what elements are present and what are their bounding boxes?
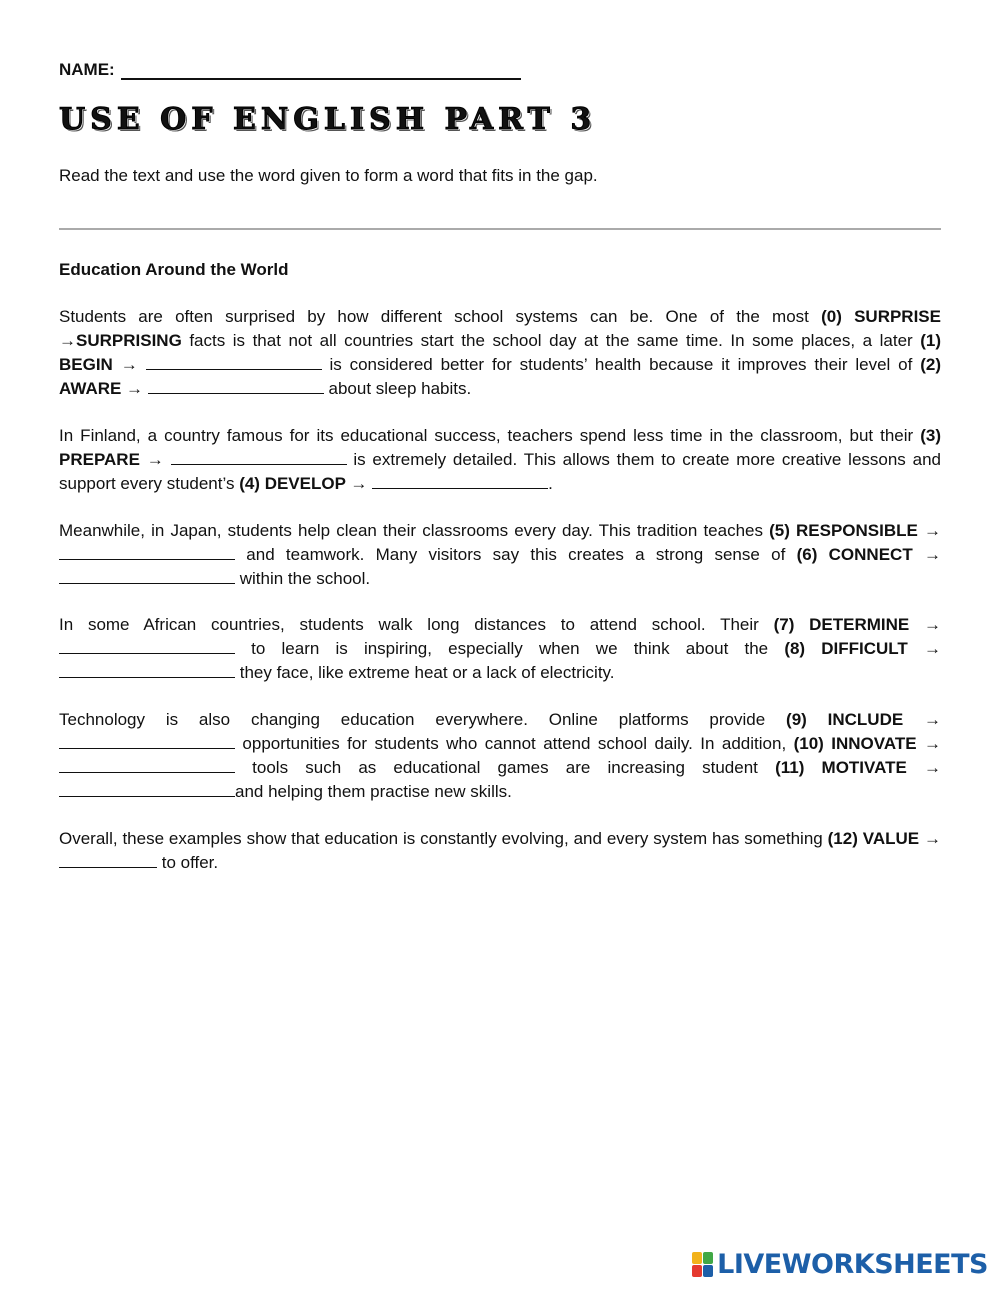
text: is considered better for students’ health because it improves their level of	[321, 355, 921, 374]
text: .	[548, 474, 553, 493]
name-row	[59, 60, 521, 80]
text: about sleep habits.	[323, 379, 472, 398]
logo-square-3	[692, 1265, 702, 1277]
keyword-4: (4) DEVELOP →	[239, 474, 368, 493]
logo-mark-icon	[692, 1252, 713, 1277]
gap-7[interactable]	[59, 639, 235, 654]
gap-6[interactable]	[59, 569, 235, 584]
gap-9[interactable]	[59, 734, 235, 749]
text: Students are often surprised by how different school systems can be. One of the most	[59, 307, 822, 326]
gap-10[interactable]	[59, 758, 235, 773]
keyword-8: (8) DIFFICULT →	[784, 639, 941, 658]
name-input-line[interactable]	[121, 60, 521, 80]
text: to offer.	[157, 853, 219, 872]
divider	[59, 228, 941, 230]
text: within the school.	[235, 569, 371, 588]
keyword-1: (1) BEGIN →	[59, 331, 941, 374]
text: they face, like extreme heat or a lack of electricity.	[235, 663, 615, 682]
text: and teamwork. Many visitors say this creates a strong sense of	[235, 545, 797, 564]
text: In some African countries, students walk long distances to attend school. Their	[59, 615, 774, 634]
keyword-0: (0) SURPRISE →SURPRISING	[59, 307, 941, 350]
logo-square-2	[703, 1252, 713, 1264]
paragraph-1	[59, 305, 941, 401]
paragraph-6	[59, 827, 941, 875]
text: Technology is also changing education everywhere. Online platforms provide	[59, 710, 787, 729]
paragraph-3	[59, 519, 941, 591]
text: opportunities for students who cannot attend school daily. In addition,	[235, 734, 794, 753]
logo-square-1	[692, 1252, 702, 1264]
gap-4[interactable]	[372, 474, 548, 489]
paragraph-5	[59, 708, 941, 804]
gap-12[interactable]	[59, 853, 157, 868]
text: and helping them practise new skills.	[235, 782, 512, 801]
story-title: Education Around the World	[59, 260, 289, 279]
keyword-2: (2) AWARE →	[59, 355, 941, 398]
gap-5[interactable]	[59, 545, 235, 560]
instructions: Read the text and use the word given to form a word that fits in the gap.	[59, 166, 598, 185]
paragraph-4	[59, 613, 941, 685]
name-label: NAME:	[59, 60, 115, 79]
text: is extremely detailed. This allows them to create more creative lessons and support every student’s	[59, 450, 941, 493]
keyword-11: (11) MOTIVATE →	[775, 758, 942, 777]
gap-11[interactable]	[59, 782, 235, 797]
text: Meanwhile, in Japan, students help clean their classrooms every day. This tradition teaches	[59, 521, 770, 540]
page-title: USE OF ENGLISH PART 3	[59, 102, 597, 137]
liveworksheets-logo	[692, 1249, 988, 1280]
text: In Finland, a country famous for its educational success, teachers spend less time in the classroom, but their	[59, 426, 921, 445]
keyword-3: (3) PREPARE →	[59, 426, 941, 469]
gap-3[interactable]	[171, 450, 347, 465]
gap-1[interactable]	[146, 355, 322, 370]
text: Overall, these examples show that education is constantly evolving, and every system has something	[59, 829, 828, 848]
text: facts is that not all countries start the school day at the same time. In some places, a later	[181, 331, 921, 350]
keyword-9: (9) INCLUDE →	[786, 710, 942, 729]
keyword-6: (6) CONNECT →	[796, 545, 941, 564]
gap-8[interactable]	[59, 663, 235, 678]
logo-square-4	[703, 1265, 713, 1277]
logo-text: LIVEWORKSHEETS	[717, 1249, 988, 1280]
paragraph-2	[59, 424, 941, 496]
gap-2[interactable]	[148, 379, 324, 394]
text: tools such as educational games are increasing student	[235, 758, 776, 777]
keyword-10: (10) INNOVATE →	[793, 734, 941, 753]
keyword-12: (12) VALUE →	[827, 829, 941, 848]
text: to learn is inspiring, especially when we think about the	[235, 639, 785, 658]
keyword-7: (7) DETERMINE →	[773, 615, 942, 634]
keyword-5: (5) RESPONSIBLE →	[769, 521, 941, 540]
